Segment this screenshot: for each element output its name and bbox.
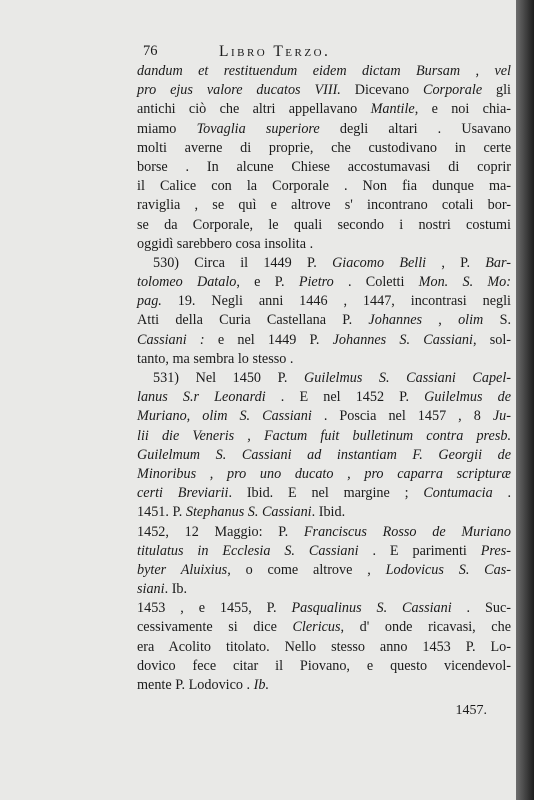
italic-text: Clericus <box>292 619 341 636</box>
text-line <box>137 235 511 254</box>
text-segment: raviglia , se quì e altrove s' incontrano cotali bor- <box>137 197 511 214</box>
italic-text: Johannes <box>368 312 423 329</box>
text-segment: , d' onde ricavasi, che <box>340 619 511 636</box>
text-segment: . E parimenti <box>358 542 481 559</box>
text-segment: , o come altrove , <box>227 561 386 578</box>
text-line <box>137 427 511 446</box>
text-segment: mente P. Lodovico . <box>137 677 254 693</box>
text-segment: 1452, 12 Maggio: P. <box>137 523 304 540</box>
text-line <box>137 254 511 273</box>
italic-text: Giacomo Belli <box>332 254 427 271</box>
text-segment: . <box>492 485 512 502</box>
text-segment: Atti della Curia Castellana P. <box>137 312 369 329</box>
text-segment: . Ibid. <box>311 504 346 521</box>
text-segment: , P. <box>426 254 486 271</box>
text-segment: borse . In alcune Chiese accostumavasi di coprir <box>137 158 511 175</box>
italic-text: olim <box>458 312 484 329</box>
italic-text: Pietro <box>298 274 334 291</box>
page-text-block <box>137 40 511 720</box>
text-segment: . Ib. <box>164 581 188 598</box>
italic-text: Stephanus S. Cassiani <box>185 504 312 521</box>
italic-text: r <box>193 389 200 406</box>
running-title: Libro Terzo. <box>219 43 331 60</box>
text-segment: molti averne di proprie, che custodivano in certe <box>137 139 511 156</box>
text-line <box>137 81 511 100</box>
text-line <box>137 292 511 311</box>
text-segment: , <box>422 312 459 329</box>
text-segment: antichi ciò che altri appellavano <box>137 101 371 118</box>
text-segment: S. <box>483 312 512 329</box>
text-line <box>137 542 511 561</box>
text-line <box>137 503 511 522</box>
text-segment: . Suc- <box>451 600 511 617</box>
text-segment: 530) Circa il 1449 P. <box>153 254 333 271</box>
italic-text: Bar- <box>485 254 511 271</box>
italic-text: Guilelmus de <box>424 389 512 406</box>
text-line <box>137 120 511 139</box>
italic-text: Mon. S. Mo: <box>418 274 511 291</box>
italic-text: Leonardi <box>199 389 266 406</box>
text-line <box>137 388 511 407</box>
text-line <box>137 465 511 484</box>
page-edge-shadow <box>516 0 534 800</box>
text-segment: se da Corporale, le quali secondo i nostri costumi <box>137 216 511 233</box>
italic-text: Minoribus , pro uno ducato , pro caparra scripturæ <box>137 465 511 482</box>
italic-text: Tovaglia superiore <box>196 120 320 137</box>
text-segment: gli <box>482 82 511 99</box>
text-line <box>137 407 511 426</box>
italic-text: Guilelmum S. Cassiani ad instantiam F. Georgii de <box>137 446 511 463</box>
italic-text: Corporale <box>423 82 483 99</box>
text-segment: . Coletti <box>333 274 419 291</box>
italic-text: Guilelmus S. Cassiani Capel- <box>304 370 511 386</box>
italic-text: Ib. <box>253 677 270 693</box>
text-line <box>137 657 511 676</box>
page-number: 76 <box>143 43 158 59</box>
italic-text: Cassiani : <box>137 331 205 348</box>
text-line <box>137 676 511 695</box>
page-header <box>137 40 511 62</box>
text-line <box>137 523 511 542</box>
text-line <box>137 177 511 196</box>
text-line <box>137 139 511 158</box>
text-line <box>137 599 511 618</box>
italic-text: titulatus in Ecclesia S. Cassiani <box>137 542 359 559</box>
italic-text: Lodovicus S. Cas- <box>385 561 511 578</box>
italic-text: dandum et restituendum eidem dictam Bursam , vel <box>137 63 511 79</box>
text-line <box>137 311 511 330</box>
text-segment: 19. Negli anni 1446 , 1447, incontrasi negli <box>161 293 511 310</box>
italic-text: Mantile <box>370 101 415 118</box>
italic-text: pag. <box>137 293 162 310</box>
italic-text: Muriano, olim S. Cassiani <box>137 408 312 425</box>
text-line <box>137 158 511 177</box>
text-segment: , sol- <box>472 331 512 348</box>
italic-text: byter Aluixius <box>137 561 228 578</box>
text-segment: 1453 , e 1455, P. <box>137 600 292 617</box>
text-segment: oggidì sarebbero cosa insolita . <box>137 235 314 252</box>
text-segment: dovico fece citar il Piovano, e questo vicendevol- <box>137 657 511 674</box>
text-segment: , e P. <box>236 274 299 291</box>
text-line <box>137 446 511 465</box>
italic-text: lanus S. <box>137 389 194 406</box>
italic-text: Pres- <box>480 542 511 559</box>
italic-text: Contumacia <box>423 485 493 502</box>
italic-text: tolomeo Datalo <box>137 274 237 291</box>
text-segment: 531) Nel 1450 P. <box>153 370 305 386</box>
italic-text: lii die Veneris , Factum fuit bulletinum contra presb. <box>137 427 511 444</box>
text-segment: degli altari . Usavano <box>319 120 512 137</box>
text-segment: . Poscia nel 1457 , 8 <box>311 408 493 425</box>
text-segment: cessivamente si dice <box>137 619 293 636</box>
text-line <box>137 196 511 215</box>
text-segment: 1451. P. <box>137 504 186 521</box>
text-line <box>137 216 511 235</box>
text-segment: miamo <box>137 120 197 137</box>
text-segment: , e noi chia- <box>414 101 512 118</box>
text-segment: tanto, ma sembra lo stesso . <box>137 350 294 367</box>
text-line <box>137 484 511 503</box>
italic-text: pro ejus valore ducatos VIII. <box>137 82 341 99</box>
text-line <box>137 618 511 637</box>
text-segment: e nel 1449 P. <box>204 331 333 348</box>
text-segment: Dicevano <box>340 82 423 99</box>
text-line <box>137 62 511 81</box>
italic-text: Ju- <box>492 408 511 425</box>
text-segment: era Acolito titolato. Nello stesso anno 1453 P. Lo- <box>137 638 511 655</box>
catchword: 1457. <box>455 703 487 719</box>
text-line <box>137 100 511 119</box>
text-line <box>137 561 511 580</box>
italic-text: Pasqualinus S. Cassiani <box>291 600 452 617</box>
text-segment: . Ibid. E nel margine ; <box>228 485 424 502</box>
text-line <box>137 331 511 350</box>
text-line <box>137 350 511 369</box>
body-text <box>137 62 511 695</box>
text-line <box>137 369 511 388</box>
italic-text: Franciscus Rosso de Muriano <box>303 523 511 540</box>
text-segment: . E nel 1452 P. <box>265 389 425 406</box>
text-line <box>137 273 511 292</box>
italic-text: Johannes S. Cassiani <box>332 331 473 348</box>
text-line <box>137 580 511 599</box>
text-segment: il Calice con la Corporale . Non fia dunque ma- <box>137 178 511 195</box>
text-line <box>137 638 511 657</box>
italic-text: siani <box>137 581 165 598</box>
italic-text: certi Breviarii <box>137 485 229 502</box>
